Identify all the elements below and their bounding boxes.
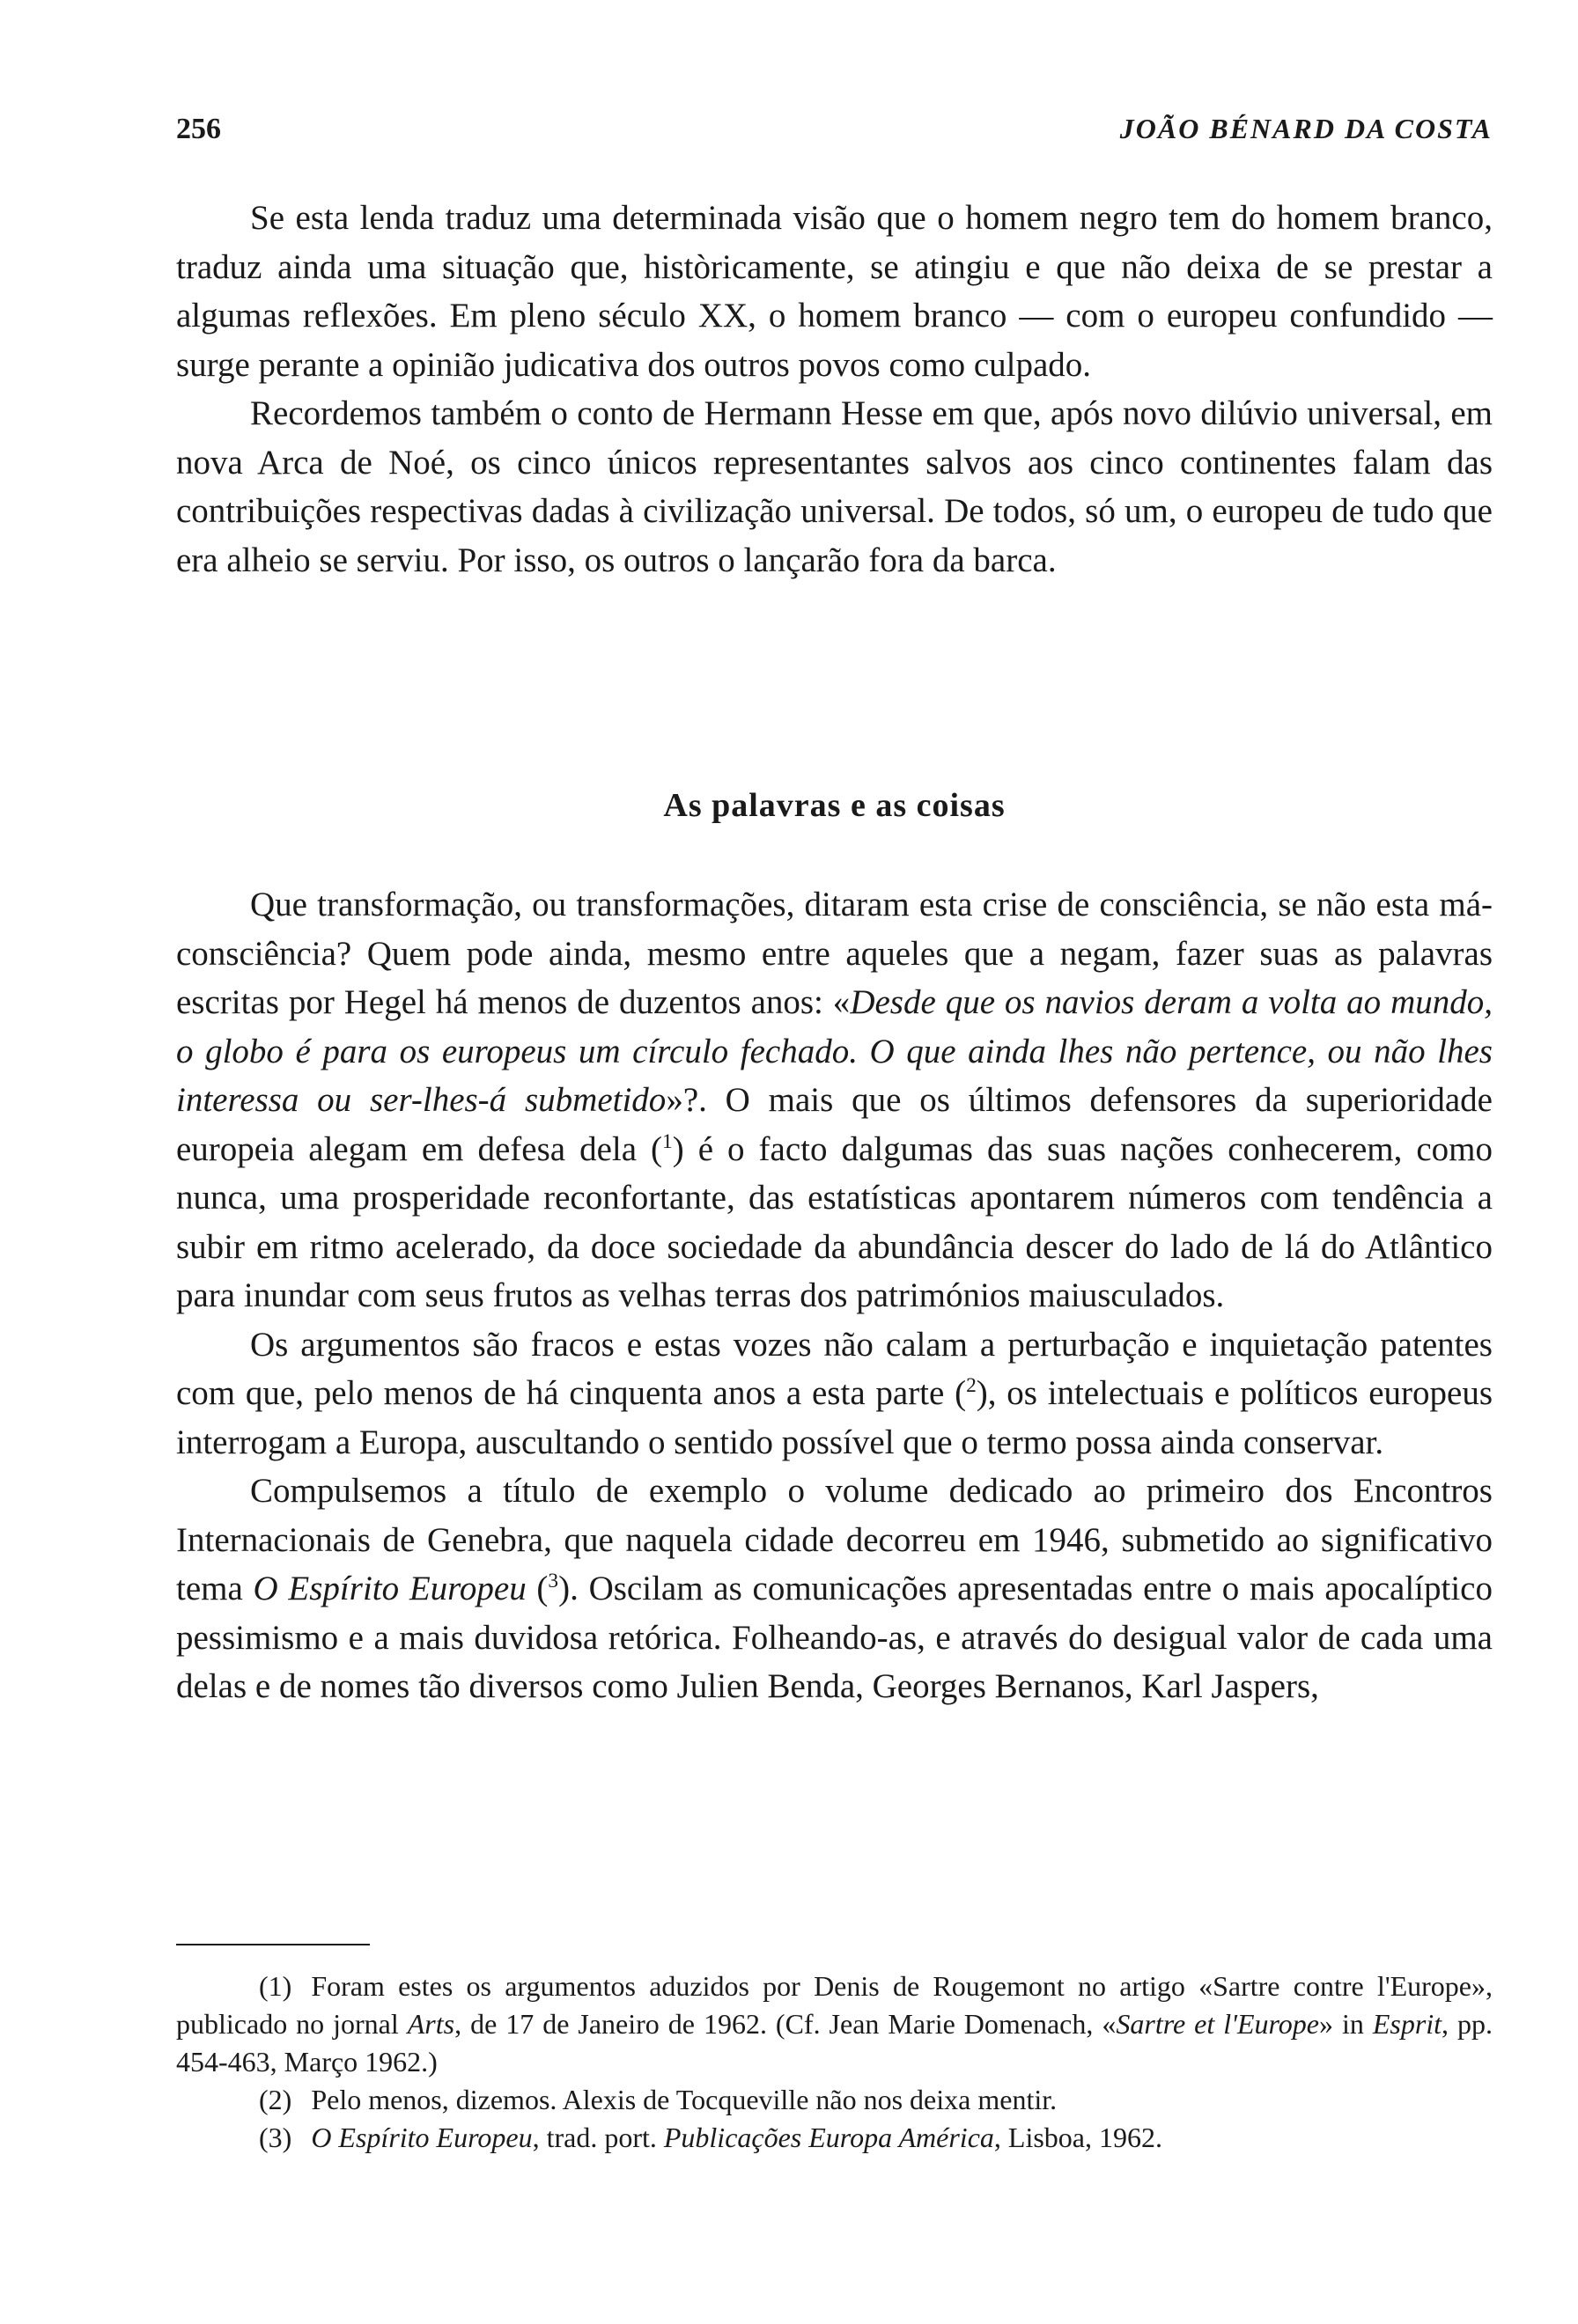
text-run: Os argumentos são fracos e estas vozes não calam a perturbação e inquietação patentes com que, pelo menos de há cinquenta anos a esta parte ( bbox=[176, 1325, 1493, 1412]
text-run: , trad. port. bbox=[532, 2122, 664, 2153]
book-title: O Espírito Europeu bbox=[253, 1570, 527, 1607]
footnote-number: (2) bbox=[259, 2084, 292, 2115]
section-heading: As palavras e as coisas bbox=[663, 787, 1006, 824]
page-header bbox=[176, 113, 1493, 157]
text-run: »?. O mais que os últimos defensores da superioridade europeia alegam em defesa dela ( bbox=[176, 1081, 1493, 1168]
book-title: O Espírito Europeu bbox=[311, 2122, 533, 2153]
footnote-divider bbox=[176, 1944, 370, 1945]
text-run: » in bbox=[1318, 2008, 1373, 2040]
text-run: ) é o facto dalgumas das suas nações conhecerem, como nunca, uma prosperidade reconfortante, das estatísticas apontarem números com tendência a subir em ritmo acelerado, da doce sociedade da abundância descer do lado de lá do Atlântico para inundar com seus frutos as velhas terras dos patrimónios maiusculados. bbox=[176, 1129, 1493, 1314]
opening-text bbox=[176, 194, 1493, 585]
article-title: Sartre et l'Europe bbox=[1116, 2008, 1319, 2040]
footnote-1 bbox=[176, 1967, 1493, 2081]
review-title: Esprit bbox=[1372, 2008, 1442, 2040]
footnote-number: (3) bbox=[259, 2122, 292, 2153]
footnote-number: (1) bbox=[259, 1970, 292, 2002]
paragraph bbox=[176, 1467, 1493, 1711]
paragraph bbox=[176, 880, 1493, 1320]
hegel-quote: Desde que os navios deram a volta ao mundo, o globo é para os europeus um círculo fechado. O que ainda lhes não pertence, ou não lhes interessa ou ser-lhes-á submetido bbox=[176, 983, 1493, 1119]
text-run: ), os intelectuais e políticos europeus interrogam a Europa, auscultando o sentido possível que o termo possa ainda conservar. bbox=[176, 1374, 1493, 1461]
publisher-name: Publicações Europa América bbox=[663, 2122, 994, 2153]
footnotes bbox=[176, 1967, 1493, 2157]
journal-title: Arts bbox=[407, 2008, 455, 2040]
running-head: JOÃO BÉNARD DA COSTA bbox=[1119, 113, 1493, 144]
footnote-2 bbox=[176, 2081, 1493, 2119]
text-run: ). Oscilam as comunicações apresentadas entre o mais apocalíptico pessimismo e a mais duvidosa retórica. Folheando-as, e através do desigual valor de cada uma delas e de nomes tão diversos como Julien Benda, Georges Bernanos, Karl Jaspers, bbox=[176, 1570, 1493, 1705]
paragraph bbox=[176, 1320, 1493, 1467]
text-run: , de 17 de Janeiro de 1962. (Cf. Jean Marie Domenach, « bbox=[454, 2008, 1117, 2040]
text-run: Pelo menos, dizemos. Alexis de Tocqueville não nos deixa mentir. bbox=[311, 2084, 1058, 2115]
footnote-ref[interactable]: 2 bbox=[966, 1374, 977, 1397]
paragraph: Recordemos também o conto de Hermann Hesse em que, após novo dilúvio universal, em nova Arca de Noé, os cinco únicos representantes salvos aos cinco continentes falam das contribuições respectivas dadas à civilização universal. De todos, só um, o europeu de tudo que era alheio se serviu. Por isso, os outros o lançarão fora da barca. bbox=[176, 394, 1493, 579]
footnote-ref[interactable]: 1 bbox=[662, 1129, 673, 1153]
section-text bbox=[176, 880, 1493, 1711]
text-run: ( bbox=[526, 1570, 549, 1607]
text-run: Que transformação, ou transformações, ditaram esta crise de consciência, se não esta má-consciência? Quem pode ainda, mesmo entre aqueles que a negam, fazer suas as palavras escritas por Hegel há menos de duzentos anos: « bbox=[176, 886, 1493, 1021]
text-run: Foram estes os argumentos aduzidos por Denis de Rougemont no artigo «Sartre contre l'Europe», publicado no jornal bbox=[176, 1970, 1493, 2040]
footnote-3 bbox=[176, 2119, 1493, 2157]
page-number: 256 bbox=[176, 113, 221, 145]
paragraph: Se esta lenda traduz uma determinada visão que o homem negro tem do homem branco, traduz ainda uma situação que, històricamente, se atingiu e que não deixa de se prestar a algumas reflexões. Em pleno século XX, o homem branco — com o europeu confundido — surge perante a opinião judicativa dos outros povos como culpado. bbox=[176, 199, 1493, 384]
text-run: , pp. 454-463, Março 1962.) bbox=[176, 2008, 1493, 2078]
footnote-ref[interactable]: 3 bbox=[548, 1570, 559, 1592]
text-run: Compulsemos a título de exemplo o volume dedicado ao primeiro dos Encontros Internacionais de Genebra, que naquela cidade decorreu em 1946, submetido ao significativo tema bbox=[176, 1472, 1493, 1607]
text-run: , Lisboa, 1962. bbox=[993, 2122, 1162, 2153]
